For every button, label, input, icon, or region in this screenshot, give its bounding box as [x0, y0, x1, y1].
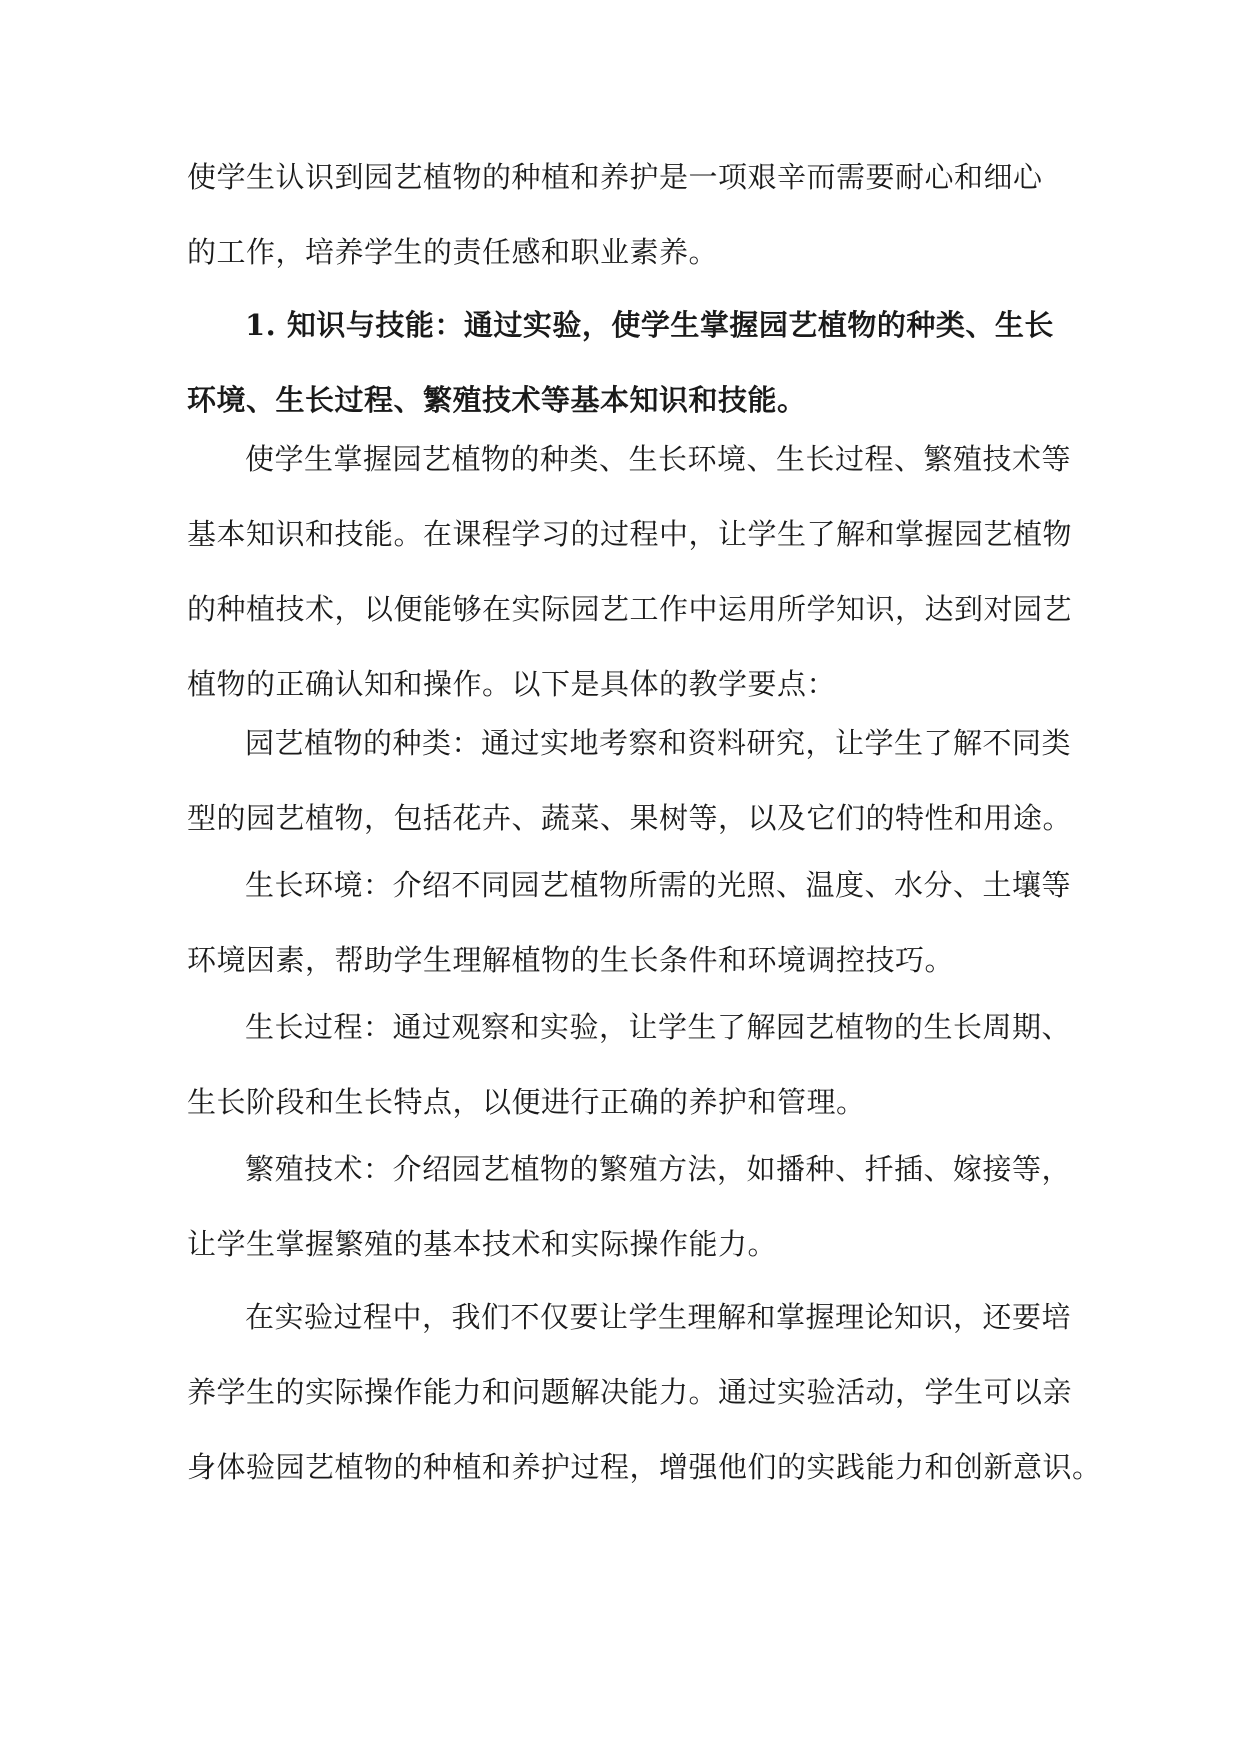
- text-line: 植物的正确认知和操作。以下是具体的教学要点：: [187, 667, 837, 701]
- text-line: 基本知识和技能。在课程学习的过程中，让学生了解和掌握园艺植物: [187, 517, 1073, 551]
- paragraph-body: [187, 848, 1072, 998]
- text-line: 在实验过程中，我们不仅要让学生理解和掌握理论知识，还要培: [245, 1300, 1072, 1334]
- section-heading: [187, 288, 1067, 438]
- text-line: 使学生掌握园艺植物的种类、生长环境、生长过程、繁殖技术等: [245, 442, 1072, 476]
- text-line: 环境、生长过程、繁殖技术等基本知识和技能。: [187, 383, 807, 417]
- paragraph-body: [187, 1280, 1102, 1505]
- paragraph-body: [187, 422, 1073, 722]
- paragraph-continuation: [187, 140, 1067, 290]
- text-line: 生长环境：介绍不同园艺植物所需的光照、温度、水分、土壤等: [245, 868, 1072, 902]
- text-line: 使学生认识到园艺植物的种植和养护是一项艰辛而需要耐心和细心: [187, 160, 1043, 194]
- text-line: 的种植技术，以便能够在实际园艺工作中运用所学知识，达到对园艺: [187, 592, 1073, 626]
- text-line: 让学生掌握繁殖的基本技术和实际操作能力。: [187, 1227, 778, 1261]
- paragraph-body: [187, 1132, 1072, 1282]
- text-line: 生长阶段和生长特点，以便进行正确的养护和管理。: [187, 1085, 866, 1119]
- text-line: 养学生的实际操作能力和问题解决能力。通过实验活动，学生可以亲: [187, 1375, 1073, 1409]
- paragraph-body: [187, 706, 1073, 856]
- text-line: 身体验园艺植物的种植和养护过程，增强他们的实践能力和创新意识。: [187, 1450, 1102, 1484]
- text-line: 生长过程：通过观察和实验，让学生了解园艺植物的生长周期、: [245, 1010, 1072, 1044]
- text-line: 1. 知识与技能：通过实验，使学生掌握园艺植物的种类、生长: [245, 308, 1054, 342]
- text-line: 的工作，培养学生的责任感和职业素养。: [187, 235, 719, 269]
- text-line: 型的园艺植物，包括花卉、蔬菜、果树等，以及它们的特性和用途。: [187, 801, 1073, 835]
- text-line: 繁殖技术：介绍园艺植物的繁殖方法，如播种、扦插、嫁接等，: [245, 1152, 1072, 1186]
- text-line: 园艺植物的种类：通过实地考察和资料研究，让学生了解不同类: [245, 726, 1072, 760]
- paragraph-body: [187, 990, 1072, 1140]
- text-line: 环境因素，帮助学生理解植物的生长条件和环境调控技巧。: [187, 943, 955, 977]
